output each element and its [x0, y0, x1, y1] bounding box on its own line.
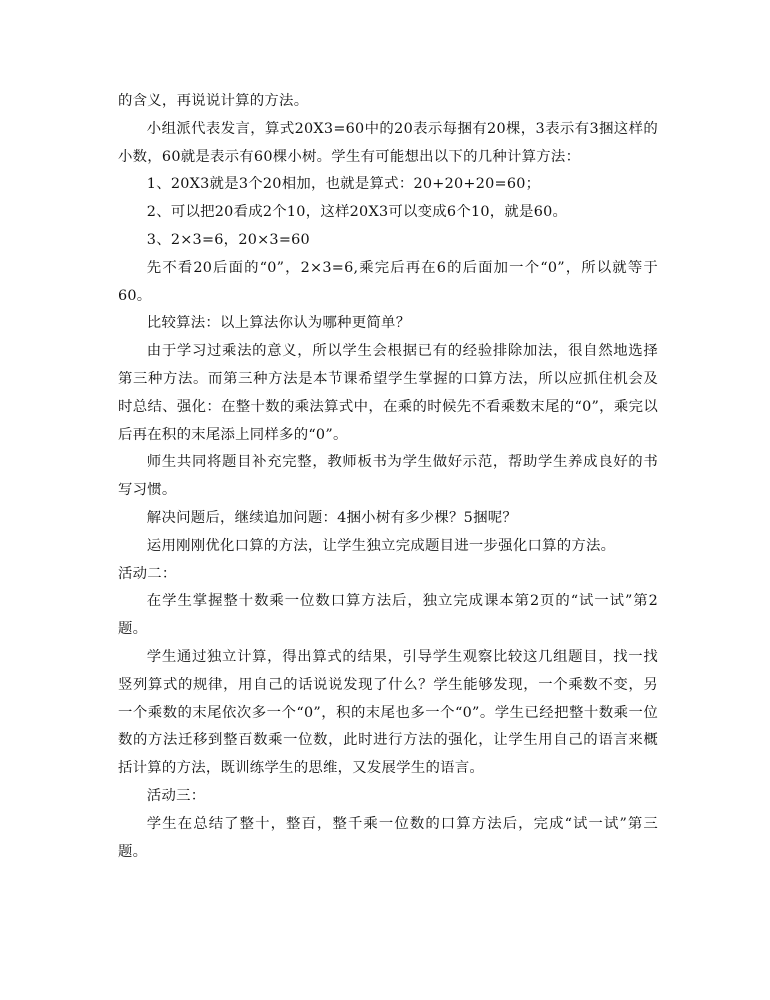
paragraph-2: 小组派代表发言，算式20X3=60中的20表示每捆有20棵，3表示有3捆这样的小数，60就是表示有60棵小树。学生有可能想出以下的几种计算方法：	[118, 120, 658, 165]
paragraph-6: 先不看20后面的“0”，2×3=6,乘完后再在6的后面加一个“0”，所以就等于60。	[118, 259, 658, 304]
paragraph-7: 比较算法：以上算法你认为哪种更简单？	[146, 315, 411, 332]
paragraph-9: 师生共同将题目补充完整，教师板书为学生做好示范，帮助学生养成良好的书写习惯。	[118, 454, 658, 499]
paragraph-13: 在学生掌握整十数乘一位数口算方法后，独立完成课本第2页的“试一试”第2题。	[118, 593, 658, 638]
paragraph-8: 由于学习过乘法的意义，所以学生会根据已有的经验排除加法，很自然地选择第三种方法。而第三种方法是本节课希望学生掌握的口算方法，所以应抓住机会及时总结、强化：在整十数的乘法算式中，在乘的时候先不看乘数末尾的“0”，乘完以后再在积的末尾添上同样多的“0”。	[118, 343, 658, 443]
paragraph-11: 运用刚刚优化口算的方法，让学生独立完成题目进一步强化口算的方法。	[146, 537, 616, 554]
paragraph-12: 活动二：	[118, 565, 177, 582]
paragraph-3: 1、20X3就是3个20相加，也就是算式：20+20+20=60；	[146, 176, 541, 193]
paragraph-10: 解决问题后，继续追加问题：4捆小树有多少棵？5捆呢？	[146, 509, 517, 526]
paragraph-15: 活动三：	[146, 787, 206, 804]
paragraph-14: 学生通过独立计算，得出算式的结果，引导学生观察比较这几组题目，找一找竖列算式的规律，用自己的话说说发现了什么？学生能够发现，一个乘数不变，另一个乘数的末尾依次多一个“0”，积的末尾也多一个“0”。学生已经把整十数乘一位数的方法迁移到整百数乘一位数，此时进行方法的强化，让学生用自己的语言来概括计算的方法，既训练学生的思维，又发展学生的语言。	[118, 648, 658, 777]
paragraph-4: 2、可以把20看成2个10，这样20X3可以变成6个10，就是60。	[146, 204, 568, 221]
paragraph-5: 3、2×3=6，20×3=60	[146, 231, 310, 248]
paragraph-1: 的含义，再说说计算的方法。	[118, 93, 309, 109]
paragraph-16: 学生在总结了整十，整百，整千乘一位数的口算方法后，完成“试一试”第三题。	[118, 815, 658, 860]
document-body	[118, 88, 658, 866]
